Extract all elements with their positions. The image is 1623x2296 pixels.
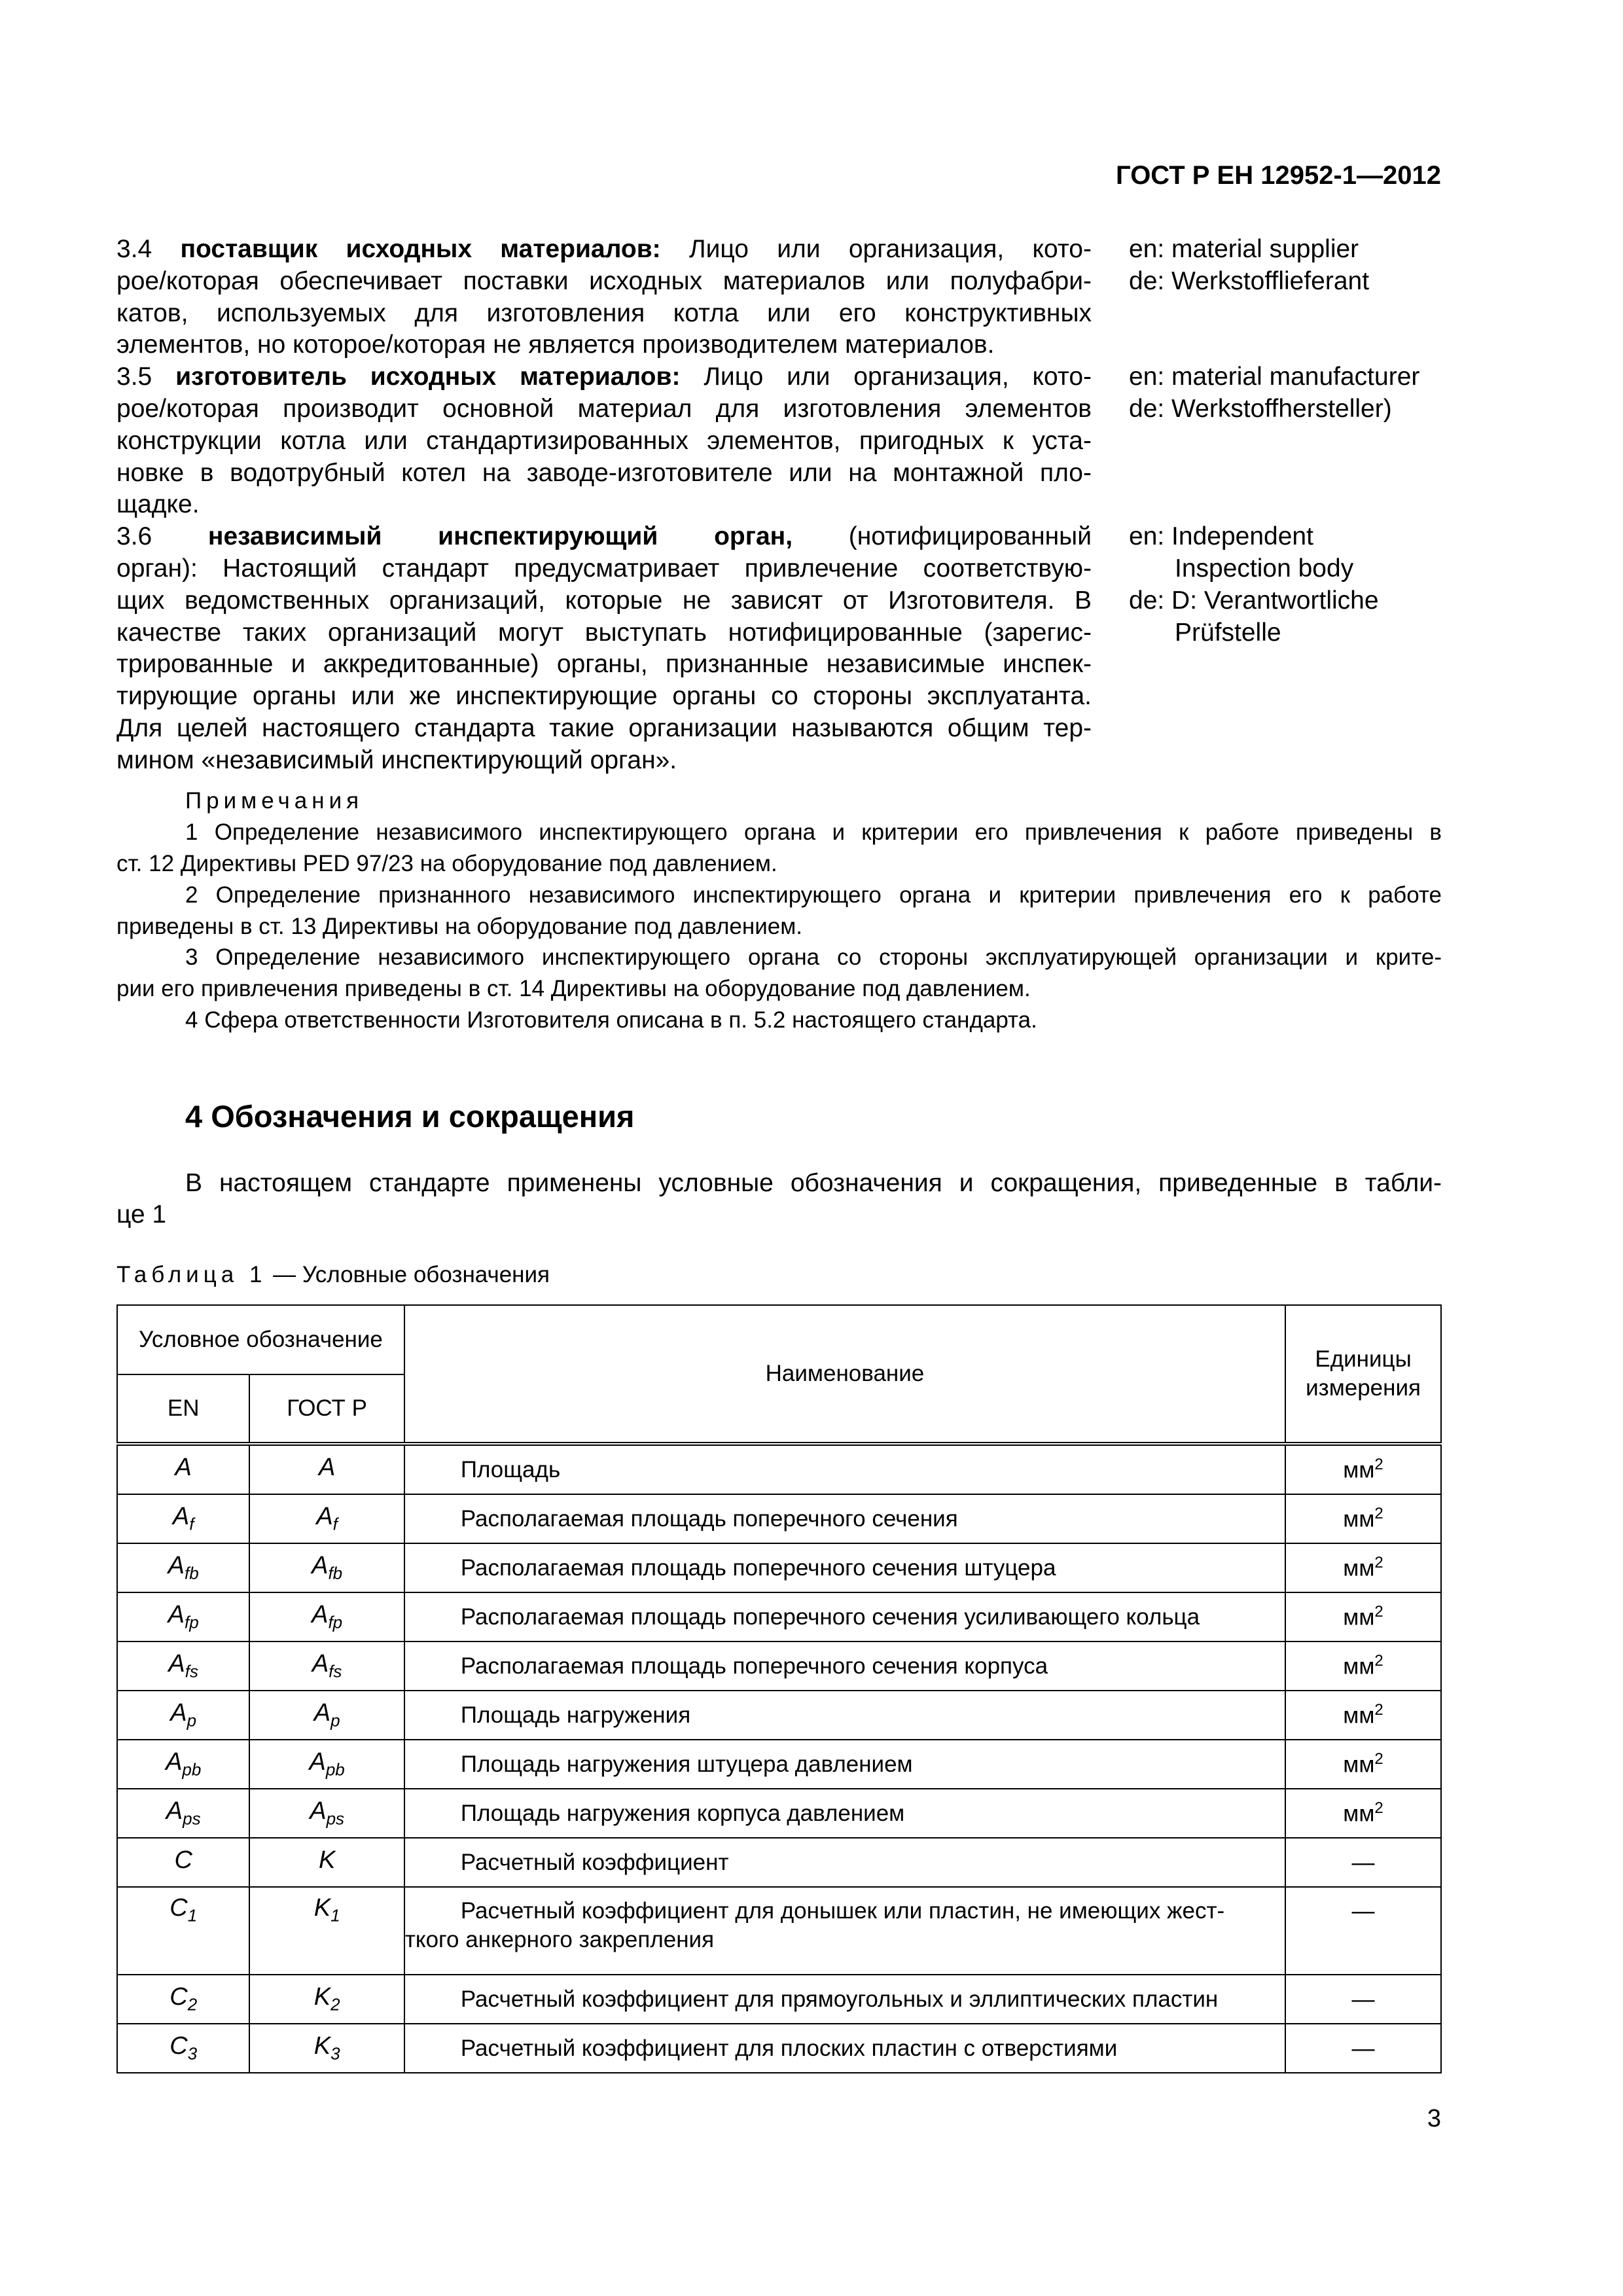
unit-superscript: 2 xyxy=(1374,1701,1383,1719)
symbol-name xyxy=(404,1444,1285,1494)
header-name: Наименование xyxy=(404,1305,1285,1444)
header-symbol-group: Условное обозначение xyxy=(117,1305,404,1374)
symbol-base: A xyxy=(166,1797,183,1825)
unit-superscript: 2 xyxy=(1374,1603,1383,1621)
intro-line: В настоящем стандарте применены условные обозначения и сокращения, приведенные в табли- xyxy=(185,1169,1442,1197)
term-text: (нотифицированный xyxy=(848,522,1092,551)
unit-superscript: 2 xyxy=(1374,1456,1383,1474)
unit-text: мм xyxy=(1343,1506,1375,1532)
symbols-table xyxy=(116,1304,1442,2073)
symbol-en xyxy=(117,1494,249,1543)
symbol-name xyxy=(404,1740,1285,1789)
name-text: Площадь xyxy=(460,1456,561,1482)
term-3-5-first-line xyxy=(116,361,1092,393)
symbol-base: A xyxy=(312,1650,329,1678)
table-row xyxy=(117,1592,1441,1641)
symbol-subscript: pb xyxy=(325,1759,345,1780)
symbol-subscript: p xyxy=(187,1710,197,1731)
symbol-name xyxy=(404,1975,1285,2024)
translation-en-cont: Inspection body xyxy=(1175,554,1354,583)
symbol-base: C xyxy=(169,1894,188,1922)
symbol-en xyxy=(117,1975,249,2024)
section-intro xyxy=(116,1168,1442,1230)
term-line: катов, используемых для изготовления котла или его конструктивных xyxy=(116,298,1092,327)
page-number: 3 xyxy=(1427,2105,1441,2132)
symbol-unit xyxy=(1285,1641,1441,1691)
translations-column xyxy=(1129,234,1469,649)
symbol-subscript: 1 xyxy=(187,1905,198,1926)
symbol-gost xyxy=(249,1444,404,1494)
unit-text: — xyxy=(1351,1850,1375,1876)
term-number: 3.4 xyxy=(116,235,152,263)
table-row xyxy=(117,1838,1441,1887)
table-row xyxy=(117,1975,1441,2024)
translation-en: en: material manufacturer xyxy=(1129,363,1420,391)
term-text: Лицо или организация, кото- xyxy=(704,363,1092,391)
symbol-en xyxy=(117,1641,249,1691)
symbol-gost xyxy=(249,1592,404,1641)
term-3-6-first-line xyxy=(116,521,1092,553)
table-row xyxy=(117,1494,1441,1543)
header-units: Единицы измерения xyxy=(1285,1305,1441,1444)
symbol-subscript: fp xyxy=(185,1612,199,1632)
symbol-gost xyxy=(249,1740,404,1789)
unit-text: — xyxy=(1351,1986,1375,2013)
symbol-unit xyxy=(1285,1789,1441,1838)
symbol-unit xyxy=(1285,1975,1441,2024)
notes-title: Примечания xyxy=(185,788,364,814)
symbol-unit xyxy=(1285,1740,1441,1789)
symbol-name xyxy=(404,1789,1285,1838)
name-text: Площадь нагружения штуцера давлением xyxy=(460,1751,913,1777)
term-line: рое/которая обеспечивает поставки исходных материалов или полуфабри- xyxy=(116,266,1092,295)
symbol-base: K xyxy=(313,1894,331,1922)
symbol-subscript: f xyxy=(332,1514,338,1534)
symbol-gost xyxy=(249,1691,404,1740)
unit-superscript: 2 xyxy=(1374,1554,1383,1572)
unit-superscript: 2 xyxy=(1374,1799,1383,1818)
symbol-base: A xyxy=(310,1797,327,1825)
unit-text: — xyxy=(1351,1898,1375,1924)
symbol-en xyxy=(117,1543,249,1592)
table-row xyxy=(117,1740,1441,1789)
symbol-base: A xyxy=(312,1601,329,1629)
definitions-column xyxy=(116,234,1092,777)
symbol-base: A xyxy=(168,1552,185,1580)
translation-en: en: Independent xyxy=(1129,522,1313,551)
term-line: Для целей настоящего стандарта такие организации называются общим тер- xyxy=(116,713,1092,742)
document-code-header: ГОСТ Р ЕН 12952-1—2012 xyxy=(1116,161,1441,190)
symbol-base: A xyxy=(168,1601,185,1629)
unit-text: мм xyxy=(1343,1604,1375,1630)
term-name: изготовитель исходных материалов: xyxy=(175,363,681,391)
symbol-subscript: ps xyxy=(183,1808,201,1829)
symbol-name xyxy=(404,1691,1285,1740)
symbol-base: A xyxy=(170,1699,187,1727)
term-line: трированные и аккредитованные) органы, признанные независимые инспек- xyxy=(116,650,1092,679)
symbol-base: C xyxy=(169,2032,188,2060)
term-line: новке в водотрубный котел на заводе-изготовителе или на монтажной пло- xyxy=(116,458,1092,487)
table-row xyxy=(117,1641,1441,1691)
note-1-cont: ст. 12 Директивы PED 97/23 на оборудование под давлением. xyxy=(116,850,777,876)
term-number: 3.6 xyxy=(116,522,152,551)
symbol-unit xyxy=(1285,1691,1441,1740)
term-name: орган, xyxy=(714,522,793,551)
symbol-base: A xyxy=(309,1748,326,1776)
symbol-base: K xyxy=(313,2032,331,2060)
unit-text: мм xyxy=(1343,1555,1375,1581)
symbol-subscript: fs xyxy=(329,1661,342,1681)
table-row xyxy=(117,2024,1441,2073)
note-2-cont: приведены в ст. 13 Директивы на оборудование под давлением. xyxy=(116,913,803,939)
symbol-subscript: 3 xyxy=(330,2043,340,2064)
table-header-row xyxy=(117,1305,1441,1374)
symbol-en xyxy=(117,1740,249,1789)
symbol-name xyxy=(404,1838,1285,1887)
symbol-subscript: 2 xyxy=(187,1994,198,2015)
intro-line: це 1 xyxy=(116,1200,167,1229)
symbol-base: A xyxy=(312,1552,329,1580)
header-gost: ГОСТ Р xyxy=(249,1374,404,1444)
name-text: Расчетный коэффициент xyxy=(460,1849,729,1875)
symbol-base: A xyxy=(166,1748,183,1776)
symbol-subscript: fb xyxy=(328,1563,343,1583)
symbol-subscript: f xyxy=(189,1514,194,1534)
symbol-gost xyxy=(249,1975,404,2024)
term-text: Лицо или организация, кото- xyxy=(688,235,1092,263)
unit-text: мм xyxy=(1343,1801,1375,1827)
symbol-name xyxy=(404,2024,1285,2073)
name-text: Располагаемая площадь поперечного сечения корпуса xyxy=(460,1653,1048,1679)
symbol-base: A xyxy=(316,1503,333,1531)
name-text: Расчетный коэффициент для донышек или пластин, не имеющих жест- xyxy=(460,1898,1225,1924)
symbol-subscript: 3 xyxy=(187,2043,198,2064)
table-row xyxy=(117,1543,1441,1592)
symbol-en xyxy=(117,1789,249,1838)
translation-de: de: Werkstoffhersteller) xyxy=(1129,394,1392,423)
symbol-base: K xyxy=(313,1983,331,2011)
symbol-base: A xyxy=(175,1454,192,1482)
unit-superscript: 2 xyxy=(1374,1750,1383,1768)
translation-en: en: material supplier xyxy=(1129,235,1359,263)
name-text: Расчетный коэффициент для прямоугольных и эллиптических пластин xyxy=(460,1986,1219,2012)
term-line: щих ведомственных организаций, которые не зависят от Изготовителя. В xyxy=(116,586,1092,615)
note-3-cont: рии его привлечения приведены в ст. 14 Директивы на оборудование под давлением. xyxy=(116,976,1031,1002)
name-text: Располагаемая площадь поперечного сечения xyxy=(460,1505,958,1532)
symbol-gost xyxy=(249,1887,404,1975)
symbol-name xyxy=(404,1592,1285,1641)
term-line: тирующие органы или же инспектирующие органы со стороны эксплуатанта. xyxy=(116,682,1092,711)
symbol-base: A xyxy=(172,1503,190,1531)
symbol-base: A xyxy=(318,1454,336,1482)
symbol-subscript: 1 xyxy=(330,1905,340,1926)
table-caption xyxy=(116,1262,550,1288)
symbol-en xyxy=(117,1592,249,1641)
symbol-gost xyxy=(249,2024,404,2073)
symbol-unit xyxy=(1285,1592,1441,1641)
symbol-subscript: p xyxy=(330,1710,340,1731)
symbol-base: K xyxy=(318,1846,336,1874)
table-row xyxy=(117,1691,1441,1740)
name-text: Располагаемая площадь поперечного сечения усиливающего кольца xyxy=(460,1604,1200,1630)
term-line: качестве таких организаций могут выступать нотифицированные (зарегис- xyxy=(116,618,1092,647)
name-text: Располагаемая площадь поперечного сечения штуцера xyxy=(460,1554,1056,1581)
symbol-en xyxy=(117,1887,249,1975)
symbol-subscript: ps xyxy=(326,1808,345,1829)
symbol-en xyxy=(117,1691,249,1740)
symbol-gost xyxy=(249,1789,404,1838)
note-3: 3 Определение независимого инспектирующего органа со стороны эксплуатирующей организации и крите- xyxy=(185,944,1442,971)
translation-de: de: Werkstofflieferant xyxy=(1129,266,1370,295)
symbol-subscript: fp xyxy=(328,1612,343,1632)
unit-text: мм xyxy=(1343,1457,1375,1483)
notes-block xyxy=(116,785,1442,1036)
table-row xyxy=(117,1444,1441,1494)
translation-de: de: D: Verantwortliche xyxy=(1129,586,1379,615)
symbol-en xyxy=(117,1838,249,1887)
symbol-unit xyxy=(1285,1444,1441,1494)
symbol-unit xyxy=(1285,1887,1441,1975)
section-heading: 4 Обозначения и сокращения xyxy=(185,1099,635,1134)
table-row xyxy=(117,1887,1441,1975)
header-en: EN xyxy=(117,1374,249,1444)
symbol-unit xyxy=(1285,1838,1441,1887)
term-number: 3.5 xyxy=(116,363,152,391)
table-caption-text: — Условные обозначения xyxy=(273,1262,550,1287)
table-row xyxy=(117,1789,1441,1838)
term-line: щадке. xyxy=(116,490,200,519)
unit-superscript: 2 xyxy=(1374,1505,1383,1523)
symbol-base: C xyxy=(174,1846,192,1874)
translation-de-cont: Prüfstelle xyxy=(1175,618,1281,647)
symbol-base: A xyxy=(168,1650,185,1678)
name-text: Площадь нагружения корпуса давлением xyxy=(460,1800,905,1826)
symbol-subscript: pb xyxy=(182,1759,202,1780)
name-text-cont: ткого анкерного закрепления xyxy=(404,1927,715,1952)
note-4: 4 Сфера ответственности Изготовителя описана в п. 5.2 настоящего стандарта. xyxy=(185,1007,1037,1033)
symbol-en xyxy=(117,1444,249,1494)
symbol-gost xyxy=(249,1641,404,1691)
symbol-unit xyxy=(1285,2024,1441,2073)
symbol-name xyxy=(404,1494,1285,1543)
name-text: Площадь нагружения xyxy=(460,1702,691,1728)
unit-text: — xyxy=(1351,2036,1375,2062)
note-2: 2 Определение признанного независимого инспектирующего органа и критерии привлечения его к работе xyxy=(185,882,1442,908)
symbol-subscript: fb xyxy=(185,1563,199,1583)
unit-superscript: 2 xyxy=(1374,1652,1383,1670)
note-1: 1 Определение независимого инспектирующего органа и критерии его привлечения к работе приведены в xyxy=(185,819,1442,845)
unit-text: мм xyxy=(1343,1702,1375,1729)
unit-text: мм xyxy=(1343,1751,1375,1778)
symbol-subscript: 2 xyxy=(330,1994,340,2015)
symbol-unit xyxy=(1285,1494,1441,1543)
term-name: инспектирующий xyxy=(438,522,658,551)
symbol-name xyxy=(404,1641,1285,1691)
name-text: Расчетный коэффициент для плоских пластин с отверстиями xyxy=(460,2035,1118,2061)
unit-text: мм xyxy=(1343,1653,1375,1679)
term-line: элементов, но которое/которая не является производителем материалов. xyxy=(116,331,995,359)
symbol-name xyxy=(404,1543,1285,1592)
table-caption-label: Таблица 1 xyxy=(116,1262,267,1287)
symbol-gost xyxy=(249,1838,404,1887)
term-line: конструкции котла или стандартизированных элементов, пригодных к уста- xyxy=(116,426,1092,455)
term-line: рое/которая производит основной материал для изготовления элементов xyxy=(116,394,1092,423)
symbol-gost xyxy=(249,1494,404,1543)
term-name: независимый xyxy=(207,522,382,551)
symbol-gost xyxy=(249,1543,404,1592)
term-name: поставщик исходных материалов: xyxy=(180,235,661,263)
term-3-4-first-line xyxy=(116,234,1092,266)
symbol-name xyxy=(404,1887,1285,1975)
symbol-unit xyxy=(1285,1543,1441,1592)
symbol-base: A xyxy=(313,1699,331,1727)
symbol-base: C xyxy=(169,1983,188,2011)
symbol-subscript: fs xyxy=(185,1661,198,1681)
term-line: мином «независимый инспектирующий орган». xyxy=(116,745,677,774)
symbol-en xyxy=(117,2024,249,2073)
term-line: орган): Настоящий стандарт предусматривает привлечение соответствую- xyxy=(116,554,1092,583)
